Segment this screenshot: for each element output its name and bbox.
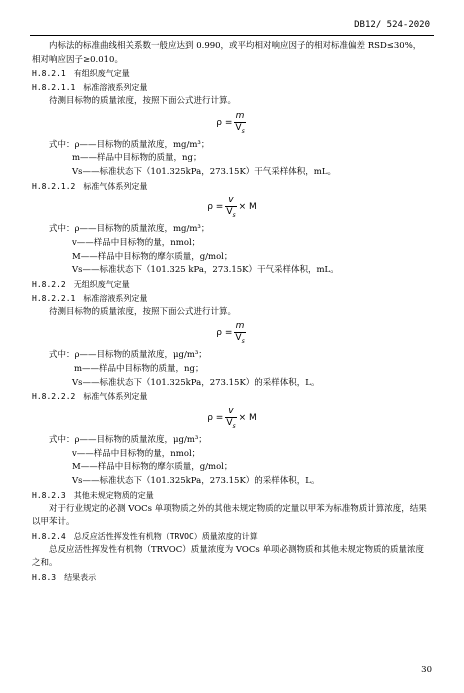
variable-definition: 式中：ρ——目标物的质量浓度，μg/m³； [49, 435, 207, 446]
numerator: m [235, 110, 245, 121]
doc-code: DB12/ 524-2020 [354, 20, 430, 30]
section-heading: H.8.2.2 无组织废气定量 [32, 280, 130, 290]
paragraph: 对于行业规定的必测 VOCs 单项物质之外的其他未规定物质的定量以甲苯为标准物质计算浓度，结果以甲苯计。 [32, 503, 427, 528]
section-heading: H.8.2.3 其他未规定物质的定量 [32, 490, 154, 500]
variable-definition: 式中：ρ——目标物的质量浓度，mg/m³； [49, 224, 210, 235]
denominator: $V_s$ [235, 333, 245, 346]
variable-definition: v——样品中目标物的量，nmol； [72, 238, 201, 249]
formula-lhs: ρ = [207, 413, 224, 424]
section-heading: H.8.2.2.1 标准溶液系列定量 [32, 293, 148, 303]
formula [32, 404, 432, 434]
variable-definition: m——样品中目标物的质量，ng； [74, 363, 204, 374]
variable-definition: Vs——标准状态下（101.325kPa，273.15K）的采样体积，L。 [72, 476, 320, 487]
paragraph: 内标法的标准曲线相关系数一般应达到 0.990，或平均相对响应因子的相对标准偏差 RSD≤30%， [49, 41, 422, 51]
paragraph: 待测目标物的质量浓度，按照下面公式进行计算。 [49, 306, 237, 317]
section-heading: H.8.2.4 总反应活性挥发性有机物（TRVOC）质量浓度的计算 [32, 531, 258, 541]
variable-definition: m——样品中目标物的质量，ng； [72, 153, 202, 164]
variable-definition: 式中：ρ——目标物的质量浓度，mg/m³； [49, 139, 210, 150]
variable-definition: Vs——标准状态下（101.325kPa，273.15K）的采样体积，L。 [72, 377, 320, 388]
variable-definition: M——样品中目标物的摩尔质量，g/mol； [72, 251, 233, 262]
denominator: $V_s$ [235, 122, 245, 135]
formula [32, 193, 432, 223]
header-rule [30, 35, 434, 36]
page-number: 30 [421, 665, 432, 675]
section-heading: H.8.2.1.2 标准气体系列定量 [32, 181, 148, 191]
page-body [32, 40, 432, 585]
section-heading: H.8.2.1 有组织废气定量 [32, 69, 130, 79]
fraction [234, 111, 245, 137]
fraction [234, 321, 245, 347]
paragraph: 总反应活性挥发性有机物（TRVOC）质量浓度为 VOCs 单项必测物质和其他未规定物质的质量浓度之和。 [32, 544, 424, 569]
formula-lhs: ρ = [216, 328, 233, 339]
variable-definition: M——样品中目标物的摩尔质量，g/mol； [72, 462, 233, 473]
numerator: v [228, 195, 234, 206]
paragraph: 相对响应因子≥0.010。 [32, 54, 123, 65]
fraction [225, 406, 236, 432]
denominator: $V_s$ [226, 418, 236, 430]
paragraph: 待测目标物的质量浓度，按照下面公式进行计算。 [49, 95, 237, 106]
formula-rhs: × M [238, 202, 257, 213]
formula-lhs: ρ = [216, 117, 233, 128]
fraction [225, 195, 236, 221]
section-heading: H.8.3 结果表示 [32, 573, 97, 583]
formula [32, 109, 432, 139]
variable-definition: v——样品中目标物的量，nmol； [72, 448, 201, 459]
variable-definition: 式中：ρ——目标物的质量浓度，μg/m³； [49, 350, 207, 361]
numerator: v [228, 406, 234, 417]
formula-rhs: × M [238, 413, 257, 424]
denominator: $V_s$ [226, 207, 236, 220]
numerator: m [235, 321, 245, 332]
formula-lhs: ρ = [207, 202, 224, 213]
section-heading: H.8.2.2.2 标准气体系列定量 [32, 392, 148, 402]
variable-definition: Vs——标准状态下（101.325 kPa，273.15K）干气采样体积，mL。 [72, 265, 339, 276]
section-heading: H.8.2.1.1 标准溶液系列定量 [32, 83, 148, 93]
variable-definition: Vs——标准状态下（101.325kPa，273.15K）干气采样体积，mL。 [72, 166, 337, 177]
formula [32, 319, 432, 349]
